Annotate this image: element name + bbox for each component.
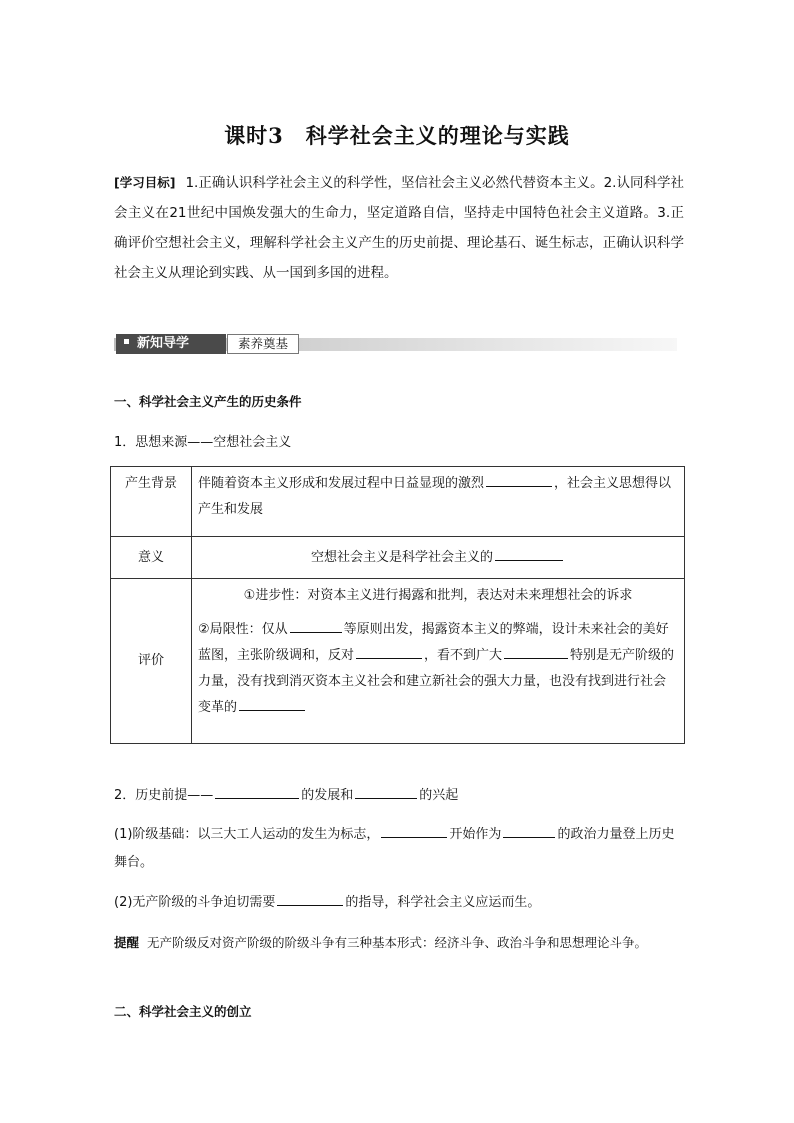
limitation-text-c: ，看不到广大 (424, 648, 503, 663)
item1-heading: 1．思想来源——空想社会主义 (114, 435, 292, 450)
row-header-significance: 意义 (111, 537, 192, 579)
section2-heading: 二、科学社会主义的创立 (114, 1004, 252, 1019)
section1-heading: 一、科学社会主义产生的历史条件 (114, 394, 302, 409)
objectives-label: [学习目标] (114, 175, 176, 190)
fill-blank[interactable] (381, 824, 447, 838)
table-row-background (111, 467, 685, 537)
fill-blank[interactable] (215, 785, 299, 799)
significance-text: 空想社会主义是科学社会主义的 (310, 549, 493, 565)
row-content-background (192, 467, 685, 537)
sub1-text-b: 开始作为 (449, 827, 502, 842)
item2-heading (114, 784, 458, 803)
sub2-text-a: (2)无产阶级的斗争迫切需要 (114, 895, 276, 910)
sub2-text-b: 的指导，科学社会主义应运而生。 (345, 895, 541, 910)
sub-item-1 (114, 821, 684, 877)
reminder-label: 提醒 (114, 935, 140, 950)
sub1-text-c: 的政治力量登上历史舞台。 (114, 827, 675, 870)
fill-blank[interactable] (486, 473, 552, 487)
sub1-text-a: (1)阶级基础：以三大工人运动的发生为标志， (114, 827, 380, 842)
table-row-significance (111, 537, 685, 579)
row-content-significance (192, 537, 685, 579)
sub-item-2 (114, 891, 540, 910)
page-title: 课时3 科学社会主义的理论与实践 (224, 123, 570, 148)
utopian-socialism-table (110, 466, 685, 744)
fill-blank[interactable] (495, 547, 563, 561)
item2-text-b: 的发展和 (301, 788, 354, 803)
fill-blank[interactable] (503, 824, 555, 838)
section-banner (114, 334, 677, 354)
fill-blank[interactable] (239, 697, 305, 711)
evaluation-limitation (198, 617, 678, 721)
limitation-text-d: 特别是无产阶级的力量，没有找到消灭资本主义社会和建立新社会的强大力量，也没有找到进行社会变革的 (198, 648, 675, 715)
fill-blank[interactable] (355, 785, 417, 799)
limitation-text-a: ②局限性：仅从 (198, 622, 288, 637)
banner-main-label: 新知导学 (137, 336, 190, 351)
fill-blank[interactable] (504, 645, 568, 659)
reminder-note (114, 930, 684, 956)
row-header-evaluation: 评价 (111, 579, 192, 744)
objectives-text: 1.正确认识科学社会主义的科学性，坚信社会主义必然代替资本主义。2.认同科学社会主义在21世纪中国焕发强大的生命力，坚定道路自信，坚持走中国特色社会主义道路。3.正确评价空想社会主义，理解科学社会主义产生的历史前提、理论基石、诞生标志，正确认识科学社会主义从理论到实践、从一国到多国的进程。 (114, 175, 684, 281)
learning-objectives (114, 168, 684, 288)
limitation-text-b: 等原则出发，揭露资本主义的弊端，设计未来社会的美好蓝图，主张阶级调和，反对 (198, 622, 669, 663)
fill-blank[interactable] (277, 892, 343, 906)
row-content-evaluation (192, 579, 685, 744)
table-row-evaluation (111, 579, 685, 744)
banner-sub-label: 素养奠基 (227, 334, 299, 354)
background-text-b: ，社会主义思想得以产生和发展 (198, 476, 672, 517)
row-header-background: 产生背景 (111, 467, 192, 537)
square-icon (124, 339, 129, 344)
fill-blank[interactable] (290, 619, 342, 633)
banner-main (116, 334, 226, 354)
fill-blank[interactable] (356, 645, 422, 659)
reminder-text: 无产阶级反对资产阶级的阶级斗争有三种基本形式：经济斗争、政治斗争和思想理论斗争。 (147, 935, 648, 950)
evaluation-progressive: ①进步性：对资本主义进行揭露和批判，表达对未来理想社会的诉求 (243, 588, 633, 603)
item2-text-a: 2．历史前提—— (114, 788, 214, 803)
background-text-a: 伴随着资本主义形成和发展过程中日益显现的激烈 (198, 476, 485, 491)
item2-text-c: 的兴起 (419, 788, 459, 803)
